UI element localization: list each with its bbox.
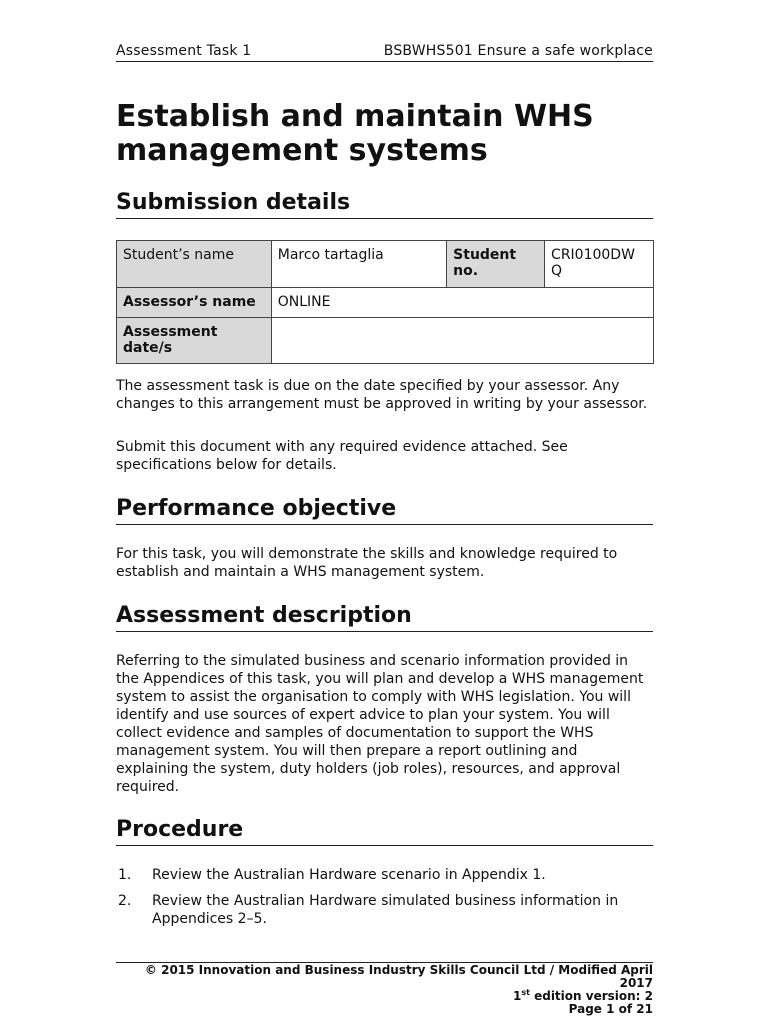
- step-number: 1.: [118, 867, 132, 883]
- copyright-line: © 2015 Innovation and Business Industry Skills Council Ltd / Modified April 2017: [144, 963, 653, 990]
- step-text: Review the Australian Hardware simulated business information in Appendices 2–5.: [152, 893, 619, 927]
- student-name-value: Marco tartaglia: [271, 241, 446, 288]
- list-item: [116, 866, 653, 884]
- list-item: [116, 892, 622, 928]
- page-number: Page 1 of 21: [568, 1002, 653, 1016]
- student-no-value: CRI0100DW Q: [545, 241, 654, 288]
- document-page: [116, 0, 653, 1024]
- procedure-list: [116, 866, 653, 936]
- header-unit-label: BSBWHS501 Ensure a safe workplace: [383, 43, 653, 59]
- header-task-label: Assessment Task 1: [116, 43, 252, 59]
- assessment-description-heading: Assessment description: [116, 603, 653, 632]
- document-title: Establish and maintain WHS management systems: [116, 99, 594, 168]
- table-row: [117, 318, 654, 364]
- step-number: 2.: [118, 893, 132, 909]
- edition-number: 1: [512, 989, 522, 1003]
- assessment-date-value: [271, 318, 653, 364]
- assessor-name-value: ONLINE: [271, 288, 653, 318]
- performance-objective-text: For this task, you will demonstrate the skills and knowledge required to establish and maintain a WHS management system.: [116, 546, 618, 580]
- performance-objective-heading: Performance objective: [116, 496, 653, 525]
- edition-ordinal: st: [521, 988, 530, 997]
- step-text: Review the Australian Hardware scenario in Appendix 1.: [152, 867, 546, 883]
- submit-paragraph: Submit this document with any required evidence attached. See specifications below for details.: [116, 439, 568, 473]
- edition-text: edition version: 2: [529, 989, 653, 1003]
- page-footer: [116, 962, 653, 1016]
- procedure-heading: Procedure: [116, 817, 653, 846]
- student-no-label: Student no.: [447, 241, 545, 288]
- running-header: [116, 42, 653, 62]
- student-name-label: Student’s name: [117, 241, 272, 288]
- table-row: [117, 288, 654, 318]
- assessor-name-label: Assessor’s name: [117, 288, 272, 318]
- submission-details-table: [116, 240, 654, 364]
- assessment-date-label: Assessment date/s: [117, 318, 272, 364]
- submission-details-heading: Submission details: [116, 190, 653, 219]
- due-date-paragraph: The assessment task is due on the date specified by your assessor. Any changes to this arrangement must be approved in writing by your assessor.: [116, 378, 648, 412]
- table-row: [117, 241, 654, 288]
- assessment-description-text: Referring to the simulated business and scenario information provided in the Appendices of this task, you will plan and develop a WHS management system to assist the organisation to comply with WHS legislation. You will identify and use sources of expert advice to plan your system. You will collect evidence and samples of documentation to support the WHS management system. You will then prepare a report outlining and explaining the system, duty holders (job roles), resources, and approval required.: [116, 653, 644, 795]
